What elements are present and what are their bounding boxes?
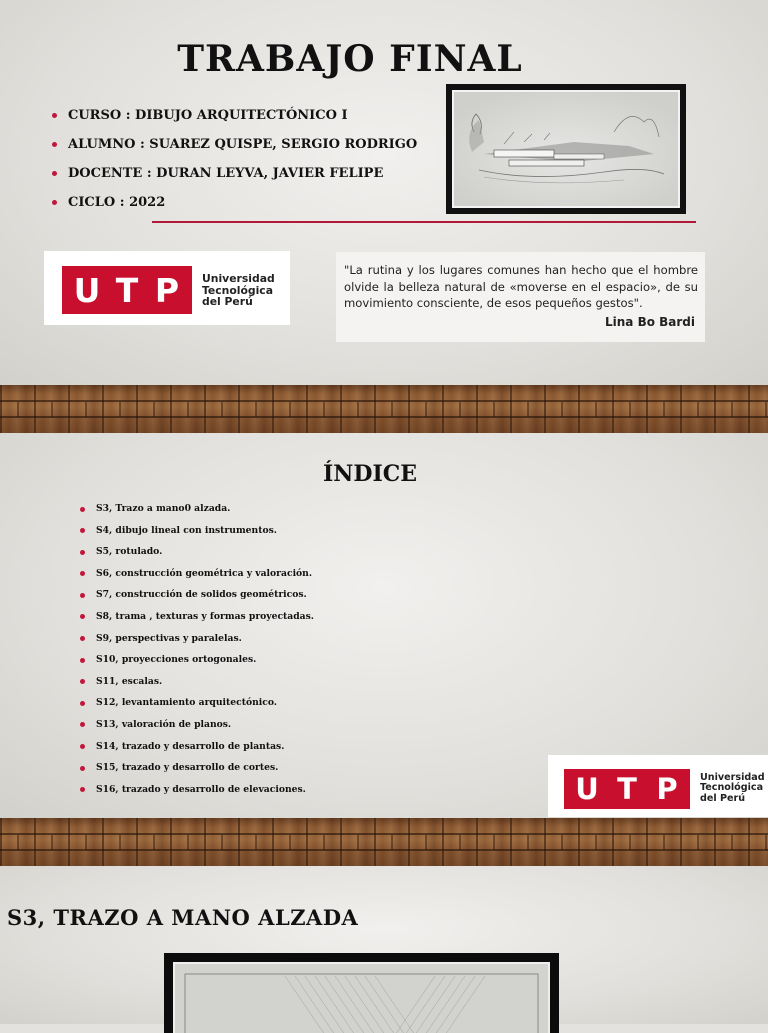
course-info-list bbox=[52, 107, 417, 223]
index-item: S8, trama , texturas y formas proyectadas. bbox=[80, 611, 314, 633]
utp-letter-p: P bbox=[656, 772, 678, 806]
info-course: CURSO : DIBUJO ARQUITECTÓNICO I bbox=[52, 107, 417, 136]
utp-logo-mark bbox=[564, 769, 690, 809]
freehand-drawing-image bbox=[164, 953, 559, 1033]
slide-1 bbox=[0, 0, 768, 385]
utp-letter-p: P bbox=[154, 270, 180, 310]
sketch-drawing bbox=[454, 92, 678, 206]
utp-logo-mark bbox=[62, 266, 192, 314]
index-item: S9, perspectivas y paralelas. bbox=[80, 633, 314, 655]
utp-letter-t: T bbox=[115, 270, 139, 310]
utp-letter-u: U bbox=[575, 772, 599, 806]
index-item: S16, trazado y desarrollo de elevaciones. bbox=[80, 784, 314, 806]
index-item: S3, Trazo a mano0 alzada. bbox=[80, 503, 314, 525]
divider-line bbox=[152, 221, 696, 223]
index-item: S14, trazado y desarrollo de plantas. bbox=[80, 741, 314, 763]
utp-letter-t: T bbox=[617, 772, 637, 806]
utp-logo bbox=[548, 755, 768, 817]
index-title: ÍNDICE bbox=[322, 461, 418, 487]
index-item: S15, trazado y desarrollo de cortes. bbox=[80, 762, 314, 784]
index-item: S12, levantamiento arquitectónico. bbox=[80, 697, 314, 719]
info-teacher: DOCENTE : DURAN LEYVA, JAVIER FELIPE bbox=[52, 165, 417, 194]
index-item: S5, rotulado. bbox=[80, 546, 314, 568]
wood-floor-band bbox=[0, 385, 768, 433]
quote-author: Lina Bo Bardi bbox=[604, 315, 695, 329]
index-list bbox=[80, 503, 314, 805]
slide-title: TRABAJO FINAL bbox=[177, 38, 523, 80]
utp-letter-u: U bbox=[73, 270, 101, 310]
utp-logo-text: Universidad Tecnológica del Perú bbox=[202, 272, 275, 309]
utp-logo bbox=[44, 251, 290, 325]
info-student: ALUMNO : SUAREZ QUISPE, SERGIO RODRIGO bbox=[52, 136, 417, 165]
index-item: S6, construcción geométrica y valoración. bbox=[80, 568, 314, 590]
index-item: S13, valoración de planos. bbox=[80, 719, 314, 741]
quote-box bbox=[336, 252, 705, 342]
quote-text: "La rutina y los lugares comunes han hecho que el hombre olvide la belleza natural de «moverse en el espacio», de su movimiento consciente, de esos pequeños gestos". bbox=[344, 263, 698, 310]
utp-logo-text: Universidad Tecnológica del Perú bbox=[700, 772, 765, 804]
index-item: S10, proyecciones ortogonales. bbox=[80, 654, 314, 676]
index-item: S7, construcción de solidos geométricos. bbox=[80, 589, 314, 611]
wood-floor-band bbox=[0, 818, 768, 866]
info-cycle: CICLO : 2022 bbox=[52, 194, 417, 223]
index-item: S11, escalas. bbox=[80, 676, 314, 698]
freehand-drawing bbox=[175, 964, 548, 1033]
index-item: S4, dibujo lineal con instrumentos. bbox=[80, 525, 314, 547]
section-title: S3, TRAZO A MANO ALZADA bbox=[7, 905, 359, 930]
architecture-sketch-image bbox=[446, 84, 686, 214]
